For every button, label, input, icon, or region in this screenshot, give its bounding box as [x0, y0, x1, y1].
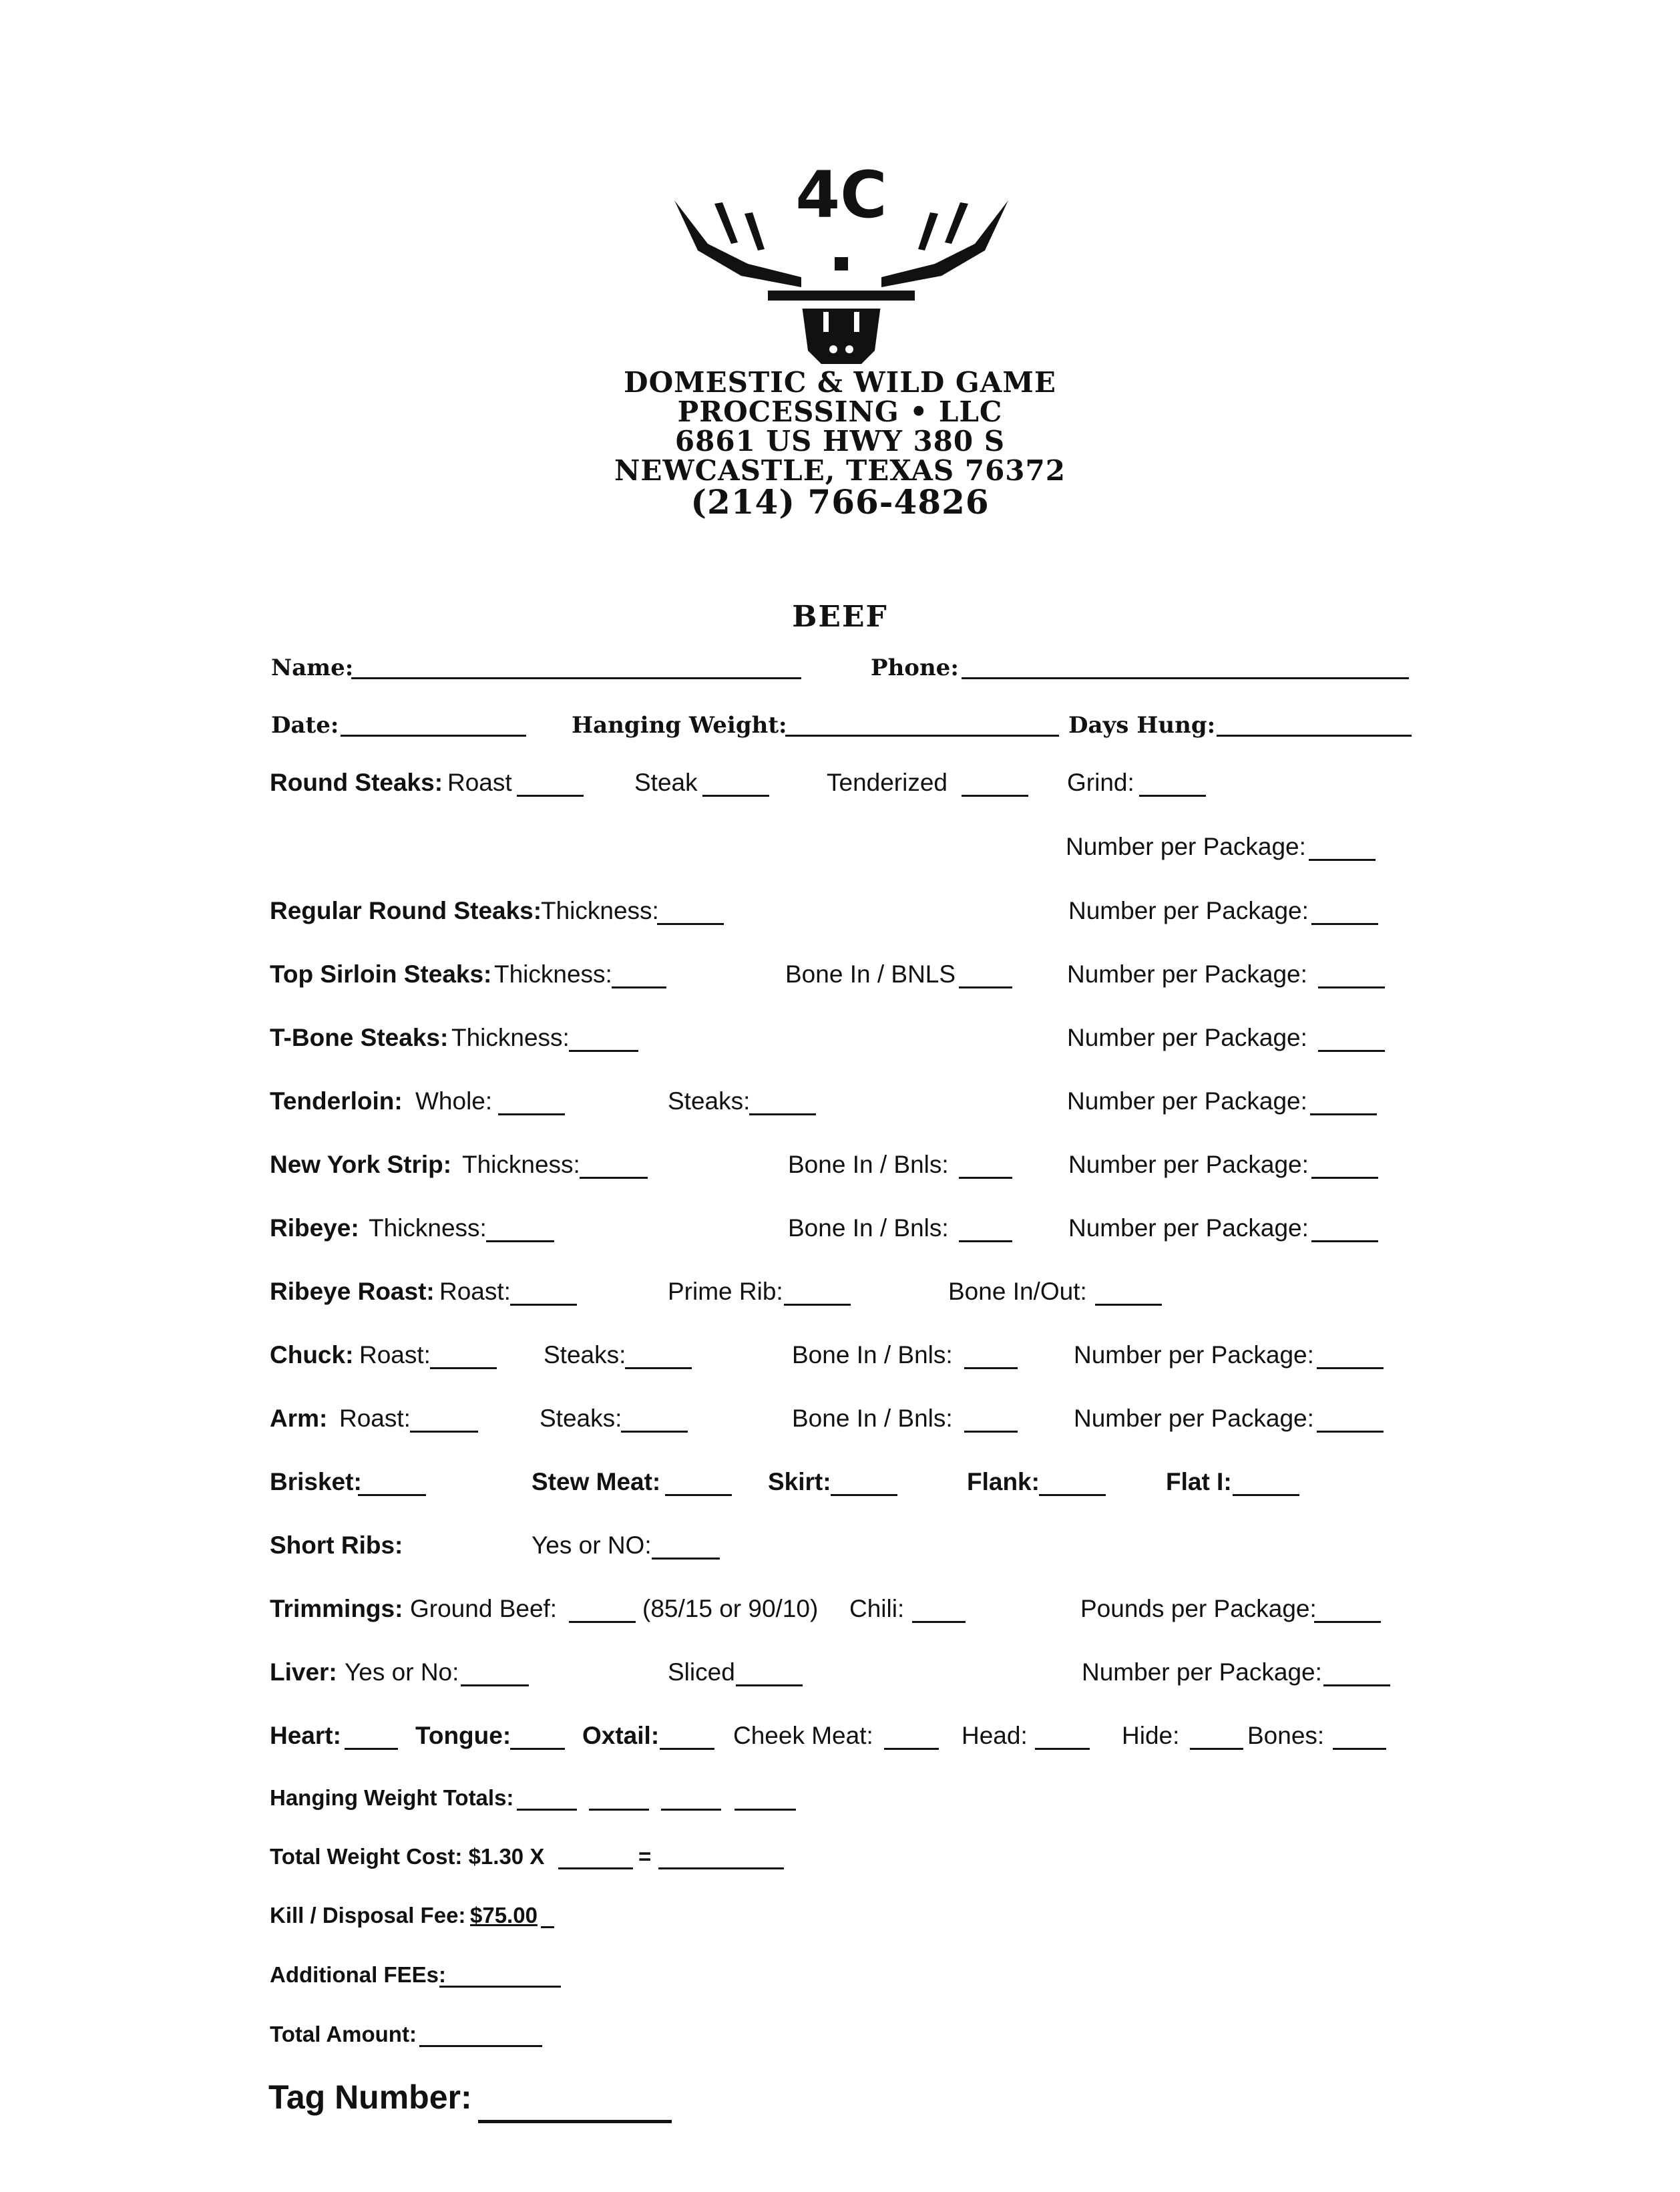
offal-row	[0, 1721, 1680, 1761]
tenderloin-label: Tenderloin:	[270, 1087, 403, 1115]
npp-label: Number per Package:	[1068, 897, 1309, 924]
ribeye-label: Ribeye:	[270, 1214, 359, 1242]
tag-number-field[interactable]	[478, 2120, 672, 2123]
total-weight-cost-label: Total Weight Cost: $1.30 X	[270, 1844, 545, 1869]
whole-label: Whole:	[415, 1087, 493, 1115]
bone-label: Bone In/Out:	[948, 1278, 1087, 1305]
steaks-label: Steaks:	[668, 1087, 751, 1115]
npp-field[interactable]	[1323, 1684, 1390, 1686]
tbone-label: T-Bone Steaks:	[270, 1024, 449, 1051]
steak-field[interactable]	[702, 795, 769, 797]
head-label: Head:	[962, 1722, 1028, 1749]
npp-field[interactable]	[1311, 1177, 1378, 1179]
grind-label: Grind:	[1067, 769, 1134, 796]
sliced-label: Sliced	[668, 1658, 735, 1686]
ground-beef-field[interactable]	[569, 1621, 636, 1623]
steaks-field[interactable]	[621, 1431, 688, 1433]
steaks-field[interactable]	[625, 1367, 692, 1369]
ribeye-roast-label: Ribeye Roast:	[270, 1278, 435, 1305]
npp-field[interactable]	[1317, 1431, 1384, 1433]
roast-label: Roast:	[359, 1341, 431, 1368]
tenderized-field[interactable]	[962, 795, 1028, 797]
heart-label: Heart:	[270, 1722, 341, 1749]
roast-label: Roast:	[439, 1278, 511, 1305]
roast-label: Roast	[447, 769, 512, 796]
round-steaks-label: Round Steaks:	[270, 769, 443, 796]
steak-label: Steak	[634, 769, 698, 796]
prime-rib-label: Prime Rib:	[668, 1278, 783, 1305]
npp-field[interactable]	[1317, 1367, 1384, 1369]
stew-meat-field[interactable]	[665, 1494, 732, 1496]
top-sirloin-row	[0, 960, 1680, 1000]
tongue-label: Tongue:	[415, 1722, 511, 1749]
tenderized-label: Tenderized	[827, 769, 948, 796]
hanging-weight-label: Hanging Weight:	[572, 712, 787, 739]
date-field[interactable]	[341, 735, 526, 737]
whole-field[interactable]	[498, 1113, 565, 1115]
equals-sign: =	[638, 1844, 652, 1869]
hanging-weight-field[interactable]	[785, 735, 1059, 737]
steaks-field[interactable]	[749, 1113, 816, 1115]
hw-total-1-field[interactable]	[517, 1809, 577, 1811]
thickness-field[interactable]	[580, 1177, 648, 1179]
address-city: NEWCASTLE, TEXAS 76372	[614, 454, 1066, 487]
head-field[interactable]	[1035, 1748, 1090, 1750]
stew-meat-label: Stew Meat:	[532, 1468, 661, 1495]
bone-label: Bone In / Bnls:	[792, 1405, 953, 1432]
thickness-label: Thickness:	[494, 960, 612, 988]
short-ribs-row	[0, 1531, 1680, 1571]
bone-label: Bone In / Bnls:	[792, 1341, 953, 1368]
bone-field[interactable]	[1095, 1304, 1162, 1306]
days-hung-label: Days Hung:	[1068, 712, 1216, 739]
npp-field[interactable]	[1311, 1240, 1378, 1242]
chuck-label: Chuck:	[270, 1341, 354, 1368]
additional-fees-row	[0, 1960, 1680, 2000]
ribeye-roast-row	[0, 1277, 1680, 1317]
ny-strip-row	[0, 1150, 1680, 1190]
short-ribs-label: Short Ribs:	[270, 1531, 403, 1559]
regular-round-label: Regular Round Steaks:	[270, 897, 542, 924]
npp-label: Number per Package:	[1074, 1341, 1314, 1368]
brisket-label: Brisket:	[270, 1468, 362, 1495]
additional-fees-label: Additional FEEs:	[270, 1962, 446, 1987]
grind-field[interactable]	[1139, 795, 1206, 797]
total-amount-label: Total Amount:	[270, 2022, 417, 2046]
npp-field[interactable]	[1310, 1113, 1377, 1115]
bones-label: Bones:	[1247, 1722, 1325, 1749]
round-steaks-npp-row	[0, 832, 1680, 872]
tag-number-row	[0, 2078, 1680, 2123]
hide-label: Hide:	[1122, 1722, 1180, 1749]
npp-label: Number per Package:	[1066, 833, 1306, 860]
thickness-field[interactable]	[569, 1050, 638, 1052]
kill-fee-row	[0, 1901, 1680, 1941]
company-suffix: PROCESSING • LLC	[677, 395, 1003, 428]
misc-cuts-row	[0, 1467, 1680, 1507]
liver-row	[0, 1658, 1680, 1698]
bone-field[interactable]	[964, 1431, 1018, 1433]
flank-field[interactable]	[1039, 1494, 1106, 1496]
bones-field[interactable]	[1333, 1748, 1386, 1750]
npp-label: Number per Package:	[1082, 1658, 1322, 1686]
npp-field[interactable]	[1318, 1050, 1385, 1052]
date-label: Date:	[271, 712, 339, 739]
thickness-field[interactable]	[612, 986, 666, 988]
ground-beef-label: Ground Beef:	[410, 1595, 558, 1622]
chuck-row	[0, 1340, 1680, 1381]
arm-label: Arm:	[270, 1405, 328, 1432]
trimmings-row	[0, 1594, 1680, 1634]
tag-number-label: Tag Number:	[268, 2078, 472, 2116]
longhorn-logo	[668, 164, 1015, 364]
ny-strip-label: New York Strip:	[270, 1151, 452, 1178]
roast-field[interactable]	[517, 795, 584, 797]
cheek-meat-field[interactable]	[884, 1748, 939, 1750]
tongue-field[interactable]	[510, 1748, 565, 1750]
phone-field[interactable]	[962, 677, 1409, 679]
bone-label: Bone In / Bnls:	[788, 1151, 949, 1178]
skirt-field[interactable]	[831, 1494, 897, 1496]
yes-no-label: Yes or NO:	[532, 1531, 652, 1559]
additional-fees-field[interactable]	[439, 1986, 561, 1988]
thickness-label: Thickness:	[462, 1151, 580, 1178]
liver-label: Liver:	[270, 1658, 337, 1686]
skirt-label: Skirt:	[768, 1468, 831, 1495]
steaks-label: Steaks:	[540, 1405, 622, 1432]
trimmings-label: Trimmings:	[270, 1595, 403, 1622]
thickness-label: Thickness:	[451, 1024, 570, 1051]
chili-field[interactable]	[912, 1621, 966, 1623]
kill-fee-value: $75.00	[470, 1903, 538, 1928]
hanging-weight-totals-row	[0, 1783, 1680, 1823]
cheek-meat-label: Cheek Meat:	[733, 1722, 873, 1749]
weight-cost-result-field[interactable]	[658, 1867, 784, 1869]
hanging-weight-totals-label: Hanging Weight Totals:	[270, 1785, 514, 1810]
company-name: DOMESTIC & WILD GAME	[624, 366, 1056, 399]
roast-field[interactable]	[410, 1431, 478, 1433]
flat-i-label: Flat I:	[1166, 1468, 1232, 1495]
npp-label: Number per Package:	[1074, 1405, 1314, 1432]
phone-label: Phone:	[871, 655, 959, 681]
npp-field[interactable]	[1311, 923, 1378, 925]
kill-fee-label: Kill / Disposal Fee:	[270, 1903, 466, 1928]
bone-field[interactable]	[959, 1240, 1012, 1242]
ribeye-row	[0, 1214, 1680, 1254]
thickness-label: Thickness:	[369, 1214, 487, 1242]
bone-label: Bone In / BNLS	[785, 960, 956, 988]
flank-label: Flank:	[967, 1468, 1040, 1495]
total-weight-cost-row	[0, 1842, 1680, 1882]
thickness-field[interactable]	[657, 923, 724, 925]
logo-text: 4C	[795, 164, 887, 232]
bone-field[interactable]	[964, 1367, 1018, 1369]
ppp-label: Pounds per Package:	[1080, 1595, 1317, 1622]
ppp-field[interactable]	[1314, 1621, 1381, 1623]
kill-fee-underline	[541, 1926, 554, 1928]
company-phone: (214) 766-4826	[690, 482, 990, 522]
npp-field[interactable]	[1318, 986, 1385, 988]
weight-multiplier-field[interactable]	[558, 1867, 633, 1869]
tenderloin-row	[0, 1087, 1680, 1127]
thickness-label: Thickness:	[541, 897, 659, 924]
flat-i-field[interactable]	[1233, 1494, 1299, 1496]
npp-label: Number per Package:	[1067, 1024, 1307, 1051]
name-label: Name:	[271, 655, 354, 681]
hide-field[interactable]	[1190, 1748, 1243, 1750]
hw-total-4-field[interactable]	[734, 1809, 796, 1811]
form-title: BEEF	[792, 600, 888, 634]
prime-rib-field[interactable]	[784, 1304, 851, 1306]
ratio-label: (85/15 or 90/10)	[642, 1595, 819, 1622]
npp-field[interactable]	[1309, 859, 1376, 861]
oxtail-field[interactable]	[660, 1748, 714, 1750]
tbone-row	[0, 1023, 1680, 1063]
hw-total-2-field[interactable]	[589, 1809, 649, 1811]
yes-no-label: Yes or No:	[345, 1658, 459, 1686]
npp-label: Number per Package:	[1067, 1087, 1307, 1115]
total-amount-field[interactable]	[419, 2045, 542, 2047]
round-steaks-row	[0, 768, 1680, 808]
npp-label: Number per Package:	[1068, 1151, 1309, 1178]
total-amount-row	[0, 2020, 1680, 2060]
name-field[interactable]	[351, 677, 801, 679]
sliced-field[interactable]	[736, 1684, 803, 1686]
roast-field[interactable]	[430, 1367, 497, 1369]
thickness-field[interactable]	[486, 1240, 554, 1242]
yes-no-field[interactable]	[461, 1684, 529, 1686]
oxtail-label: Oxtail:	[582, 1722, 660, 1749]
hw-total-3-field[interactable]	[661, 1809, 721, 1811]
bone-field[interactable]	[959, 986, 1012, 988]
days-hung-field[interactable]	[1217, 735, 1412, 737]
roast-field[interactable]	[510, 1304, 577, 1306]
heart-field[interactable]	[345, 1748, 398, 1750]
regular-round-row	[0, 896, 1680, 936]
brisket-field[interactable]	[358, 1494, 426, 1496]
address-street: 6861 US HWY 380 S	[674, 425, 1006, 458]
top-sirloin-label: Top Sirloin Steaks:	[270, 960, 492, 988]
roast-label: Roast:	[339, 1405, 411, 1432]
npp-label: Number per Package:	[1068, 1214, 1309, 1242]
chili-label: Chili:	[849, 1595, 905, 1622]
bone-label: Bone In / Bnls:	[788, 1214, 949, 1242]
arm-row	[0, 1404, 1680, 1444]
npp-label: Number per Package:	[1067, 960, 1307, 988]
bone-field[interactable]	[959, 1177, 1012, 1179]
steaks-label: Steaks:	[544, 1341, 626, 1368]
yes-no-field[interactable]	[652, 1558, 720, 1560]
